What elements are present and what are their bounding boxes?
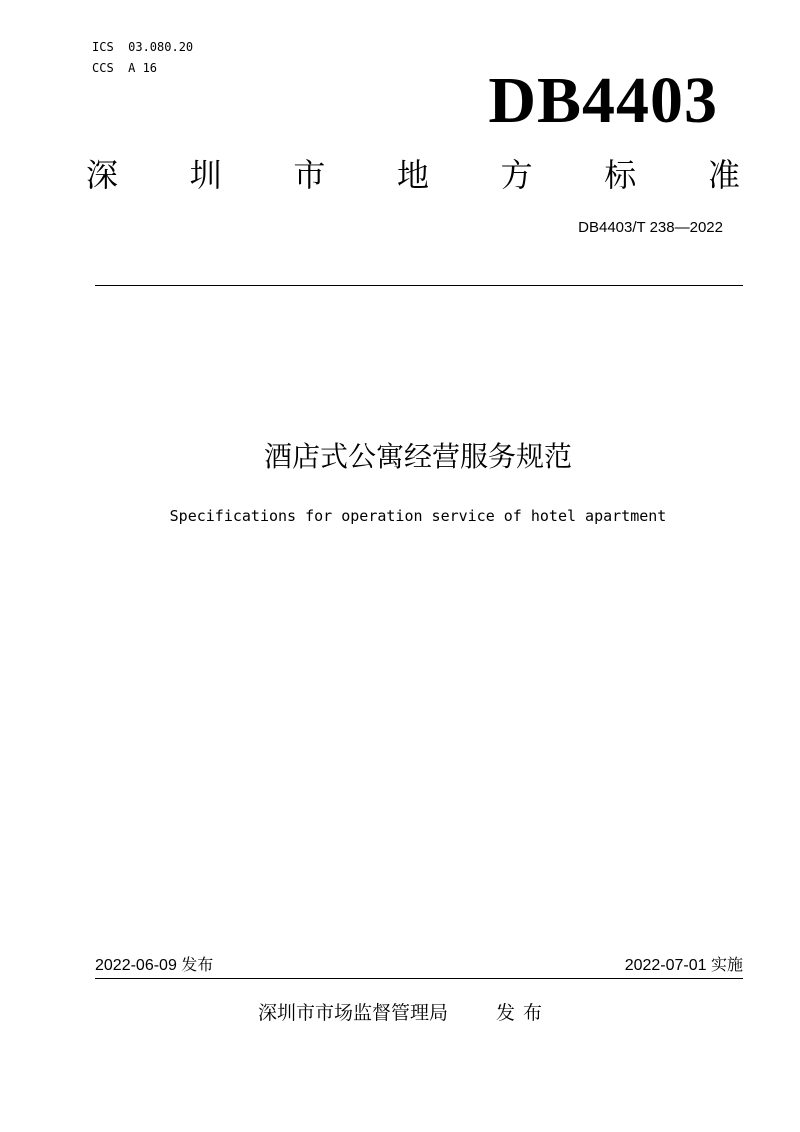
document-title-en: Specifications for operation service of hotel apartment xyxy=(169,507,667,525)
implementation-date: 2022-07-01 xyxy=(624,957,707,974)
issue-date-line xyxy=(95,955,213,977)
document-title-zh: 酒店式公寓经营服务规范 xyxy=(263,440,572,473)
ccs-code: CCS A 16 xyxy=(92,61,158,75)
issue-date: 2022-06-09 xyxy=(95,957,177,974)
footer-divider xyxy=(95,978,743,979)
issuer-action: 发布 xyxy=(496,1002,551,1024)
standard-type-char: 市 xyxy=(293,156,326,194)
implementation-label: 实施 xyxy=(710,957,743,974)
standard-type-char: 圳 xyxy=(189,156,222,194)
header-divider xyxy=(95,285,743,286)
implementation-date-line xyxy=(625,955,743,977)
issuer-line xyxy=(258,1000,550,1026)
standard-type-char: 方 xyxy=(500,156,533,194)
standard-type-char: 准 xyxy=(707,156,740,194)
standard-type-char: 标 xyxy=(604,156,637,194)
standard-type-heading xyxy=(86,155,740,195)
standard-number: DB4403/T 238—2022 xyxy=(578,219,723,236)
ics-code: ICS 03.080.20 xyxy=(92,40,194,54)
standard-type-char: 深 xyxy=(86,156,119,194)
issue-label: 发布 xyxy=(181,957,214,974)
standard-type-char: 地 xyxy=(396,156,429,194)
standard-code-heading: DB4403 xyxy=(488,64,718,137)
issuer-organization: 深圳市市场监督管理局 xyxy=(258,1002,449,1024)
